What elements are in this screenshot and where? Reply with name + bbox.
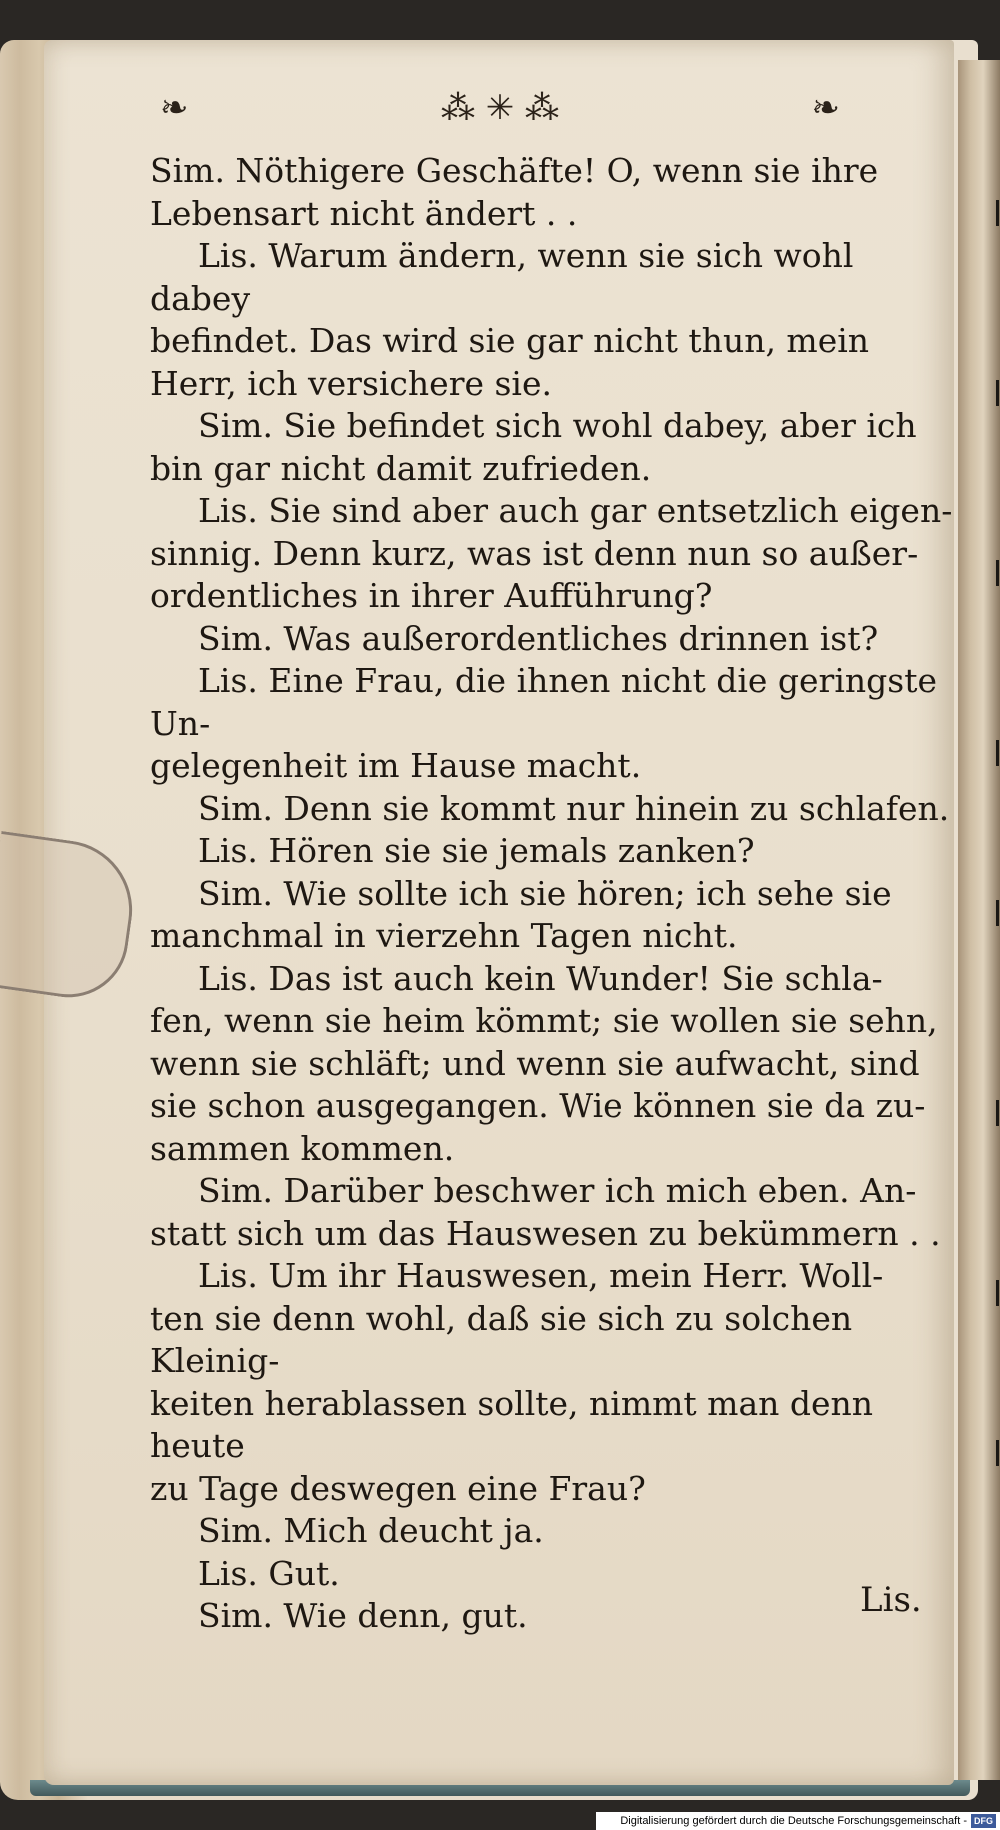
catchword: Lis.	[860, 1580, 922, 1620]
dialogue-line: Sim. Denn sie kommt nur hinein zu schlafen.	[198, 788, 950, 828]
dialogue-line: Sim. Was außerordentliches drinnen ist?	[198, 618, 879, 658]
dialogue-line: Lis. Sie sind aber auch gar entsetzlich eigen- sinnig. Denn kurz, was ist denn nun so außer- ordentliches in ihrer Aufführung?	[150, 491, 953, 615]
credit-text: Digitalisierung gefördert durch die Deutsche Forschungsgemeinschaft -	[620, 1815, 967, 1827]
dialogue-line: Lis. Um ihr Hauswesen, mein Herr. Woll- ten sie denn wohl, daß sie sich zu solchen Kleinig- keiten herablassen sollte, nimmt man denn heute zu Tage deswegen eine Frau?	[150, 1256, 884, 1508]
margin-mark	[996, 1280, 999, 1306]
margin-mark	[996, 380, 999, 406]
dialogue-line: Sim. Wie sollte ich sie hören; ich sehe sie manchmal in vierzehn Tagen nicht.	[150, 873, 892, 955]
dialogue-line: Sim. Mich deucht ja.	[198, 1511, 544, 1550]
digitization-credit	[596, 1812, 1000, 1830]
dialogue-line: Lis. Eine Frau, die ihnen nicht die geringste Un- gelegenheit im Hause macht.	[150, 661, 937, 785]
dialogue-line: Lis. Gut.	[198, 1553, 340, 1593]
dialogue-line: Sim. Wie denn, gut.	[198, 1596, 528, 1635]
page-header-ornament	[160, 88, 840, 128]
ornament-center-icon: ⁂ ✳ ⁂	[440, 88, 560, 128]
margin-mark	[996, 560, 999, 586]
next-page-marks	[996, 200, 1000, 1500]
book-spine	[958, 60, 1000, 1780]
dfg-logo-icon: DFG	[971, 1814, 996, 1828]
dialogue-text	[150, 150, 960, 1638]
ornament-right-icon: ❧	[811, 88, 840, 128]
dialogue-line: Sim. Sie befindet sich wohl dabey, aber ich bin gar nicht damit zufrieden.	[150, 406, 917, 488]
dialogue-line: Sim. Darüber beschwer ich mich eben. An- statt sich um das Hauswesen zu bekümmern . .	[150, 1171, 941, 1253]
margin-mark	[996, 1100, 999, 1126]
dialogue-line: Sim. Nöthigere Geschäfte! O, wenn sie ihre Lebensart nicht ändert . .	[150, 151, 879, 233]
dialogue-line: Lis. Das ist auch kein Wunder! Sie schla- fen, wenn sie heim kömmt; sie wollen sie sehn, wenn sie schläft; und wenn sie aufwacht, sind sie schon ausgegangen. Wie können sie da zu- sammen kommen.	[150, 958, 938, 1168]
ornament-left-icon: ❧	[160, 88, 189, 128]
margin-mark	[996, 900, 999, 926]
margin-mark	[996, 740, 999, 766]
dialogue-line: Lis. Warum ändern, wenn sie sich wohl dabey befindet. Das wird sie gar nicht thun, mein Herr, ich versichere sie.	[150, 236, 870, 403]
margin-mark	[996, 200, 999, 226]
margin-mark	[996, 1440, 999, 1466]
dialogue-line: Lis. Hören sie sie jemals zanken?	[198, 831, 755, 870]
